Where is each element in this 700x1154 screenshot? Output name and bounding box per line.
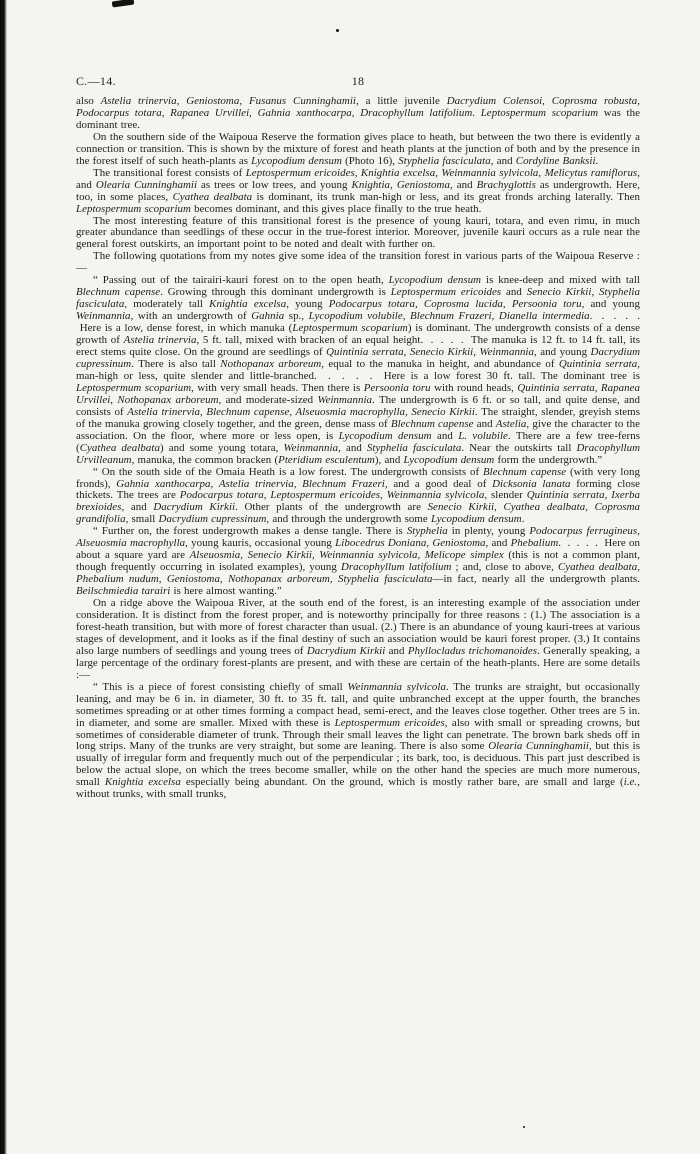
- report-code: C.—14.: [76, 74, 116, 88]
- paragraph: The most interesting feature of this transitional forest is the presence of young kauri, totara, and even rimu, in much greater abundance than seedlings of these occur in the true-forest interior. Moreover, juvenile kauri occurs as a rule near the general forest outskirts, an important point to be noted and dealt with further on.: [76, 214, 640, 251]
- scan-artifact: [112, 0, 135, 8]
- scan-artifact: [523, 1126, 525, 1128]
- page-number: 18: [351, 74, 365, 88]
- paragraph: On the southern side of the Waipoua Reserve the formation gives place to heath, but between the two there is evidently a connection or transition. This is shown by the mixture of forest and heath plants at the junction of both and by the presence in the forest itself of such heath-plants as Lycopodium densum (Photo 16), Styphelia fasciculata, and Cordyline Banksii.: [76, 130, 640, 167]
- paragraph: “ Further on, the forest undergrowth makes a dense tangle. There is Styphelia in plenty, young Podocarpus ferrugineus, Alseuosmia macrophylla, young kauris, occasional young Libocedrus Doniana, Geniostoma, and Phebalium. . . . . Here on about a square yard are Alseuosmia, Senecio Kirkii, Weinmannia sylvicola, Melicope simplex (this is not a common plant, though frequently occurring in isolated examples), young Dracophyllum latifolium ; and, close to above, Cyathea dealbata, Phebalium nudum, Geniostoma, Nothopanax arboreum, Styphelia fasciculata—in fact, nearly all the undergrowth plants. Beilschmiedia tarairi is here almost wanting.”: [76, 525, 640, 598]
- paragraph: On a ridge above the Waipoua River, at the south end of the forest, is an interesting example of the association under consideration. It is distinct from the forest proper, and is noteworthy principally for three reasons : (1.) The association is a forest-heath transition, but with more of forest character than usual. (2.) There is an abundance of young kauri-trees at various stages of development, and it looks as if the final destiny of such an association would be kauri forest proper. (3.) It contains also large numbers of seedlings and young trees of Dacrydium Kirkii and Phyllocladus trichomanoides. Generally speaking, a large percentage of the ordinary forest-plants are present, and with these are certain of the heath-plants. Here are some details :—: [76, 597, 640, 681]
- paragraph: “ Passing out of the tairairi-kauri forest on to the open heath, Lycopodium densum is knee-deep and mixed with tall Blechnum capense. Growing through this dominant undergrowth is Leptospermum ericoides and Senecio Kirkii, Styphelia fasciculata, moderately tall Knightia excelsa, young Podocarpus totara, Coprosma lucida, Persoonia toru, and young Weinmannia, with an undergrowth of Gahnia sp., Lycopodium volubile, Blechnum Frazeri, Dianella intermedia. . . . . Here is a low, dense forest, in which manuka (Leptospermum scoparium) is dominant. The undergrowth consists of a dense growth of Astelia trinervia, 5 ft. tall, mixed with bracken of an equal height. . . . . The manuka is 12 ft. to 14 ft. tall, its erect stems quite close. On the ground are seedlings of Quintinia serrata, Senecio Kirkii, Weinmannia, and young Dacrydium cupressinum. There is also tall Nothopanax arboreum, equal to the manuka in height, and abundance of Quintinia serrata, man-high or less, quite slender and little-branched. . . . . Here is a low forest 30 ft. tall. The dominant tree is Leptospermum scoparium, with very small heads. Then there is Persoonia toru with round heads, Quintinia serrata, Rapanea Urvillei, Nothopanax arboreum, and moderate-sized Weinmannia. The undergrowth is 6 ft. or so tall, and quite dense, and consists of Astelia trinervia, Blechnum capense, Alseuosmia macrophylla, Senecio Kirkii. The straight, slender, greyish stems of the manuka growing closely together, and the green, dense mass of Blechnum capense and Astelia, give the character to the association. On the floor, where more or less open, is Lycopodium densum and L. volubile. There are a few tree-ferns (Cyathea dealbata) and some young totara, Weinmannia, and Styphelia fasciculata. Near the outskirts tall Dracophyllum Urvilleanum, manuka, the common bracken (Pteridium esculentum), and Lycopodium densum form the undergrowth.”: [76, 274, 641, 466]
- scan-artifact: [336, 29, 339, 32]
- paragraph: also Astelia trinervia, Geniostoma, Fusanus Cunninghamii, a little juvenile Dacrydium Colensoi, Coprosma robusta, Podocarpus totara, Rapanea Urvillei, Gahnia xanthocarpa, Dracophyllum latifolium. Leptospermum scoparium was the dominant tree.: [76, 95, 640, 131]
- paragraph: “ This is a piece of forest consisting chiefly of small Weinmannia sylvicola. The trunks are straight, but occasionally leaning, and may be 6 in. in diameter, 30 ft. to 35 ft. tall, and quite unbranched except at the upper fourth, the branches sometimes spreading or at other times forming a compact head, semi-erect, and the leaves close together. Other trees are 5 in. in diameter, and some are smaller. Mixed with these is Leptospermum ericoides, also with small or spreading crowns, but sometimes of considerable diameter of trunk. Through their small leaves the light can penetrate. The brown bark sheds off in long strips. Many of the trunks are very straight, but some are leaning. There is also some Olearia Cunninghamii, but this is usually of irregular form and frequently much out of the perpendicular ; its bark, too, is deciduous. This part just described is below the actual slope, on which the trees become smaller, while on the other hand the species are much more numerous, small Knightia excelsa especially being abundant. On the ground, which is mostly rather bare, are small and large (i.e., without trunks, with small trunks,: [76, 680, 641, 801]
- paragraph: The transitional forest consists of Leptospermum ericoides, Knightia excelsa, Weinmannia sylvicola, Melicytus ramiflorus, and Olearia Cunninghamii as trees or low trees, and young Knightia, Geniostoma, and Brachyglottis as undergrowth. Here, too, in some places, Cyathea dealbata is dominant, its trunk man-high or less, and its great fronds arching laterally. Then Leptospermum scoparium becomes dominant, and this gives place finally to the true heath.: [76, 166, 641, 215]
- text-block: [76, 96, 640, 801]
- page-header: [76, 74, 640, 88]
- paragraph: The following quotations from my notes give some idea of the transition forest in various parts of the Waipoua Reserve :—: [76, 250, 640, 275]
- scan-edge: [0, 0, 7, 1154]
- paragraph: “ On the south side of the Omaia Heath is a low forest. The undergrowth consists of Blechnum capense (with very long fronds), Gahnia xanthocarpa, Astelia trinervia, Blechnum Frazeri, and a good deal of Dicksonia lanata forming close thickets. The trees are Podocarpus totara, Leptospermum ericoides, Weinmannia sylvicola, slender Quintinia serrata, Ixerba brexioides, and Dacrydium Kirkii. Other plants of the undergrowth are Senecio Kirkii, Cyathea dealbata, Coprosma grandifolia, small Dacrydium cupressinum, and through the undergrowth some Lycopodium densum.: [76, 465, 641, 526]
